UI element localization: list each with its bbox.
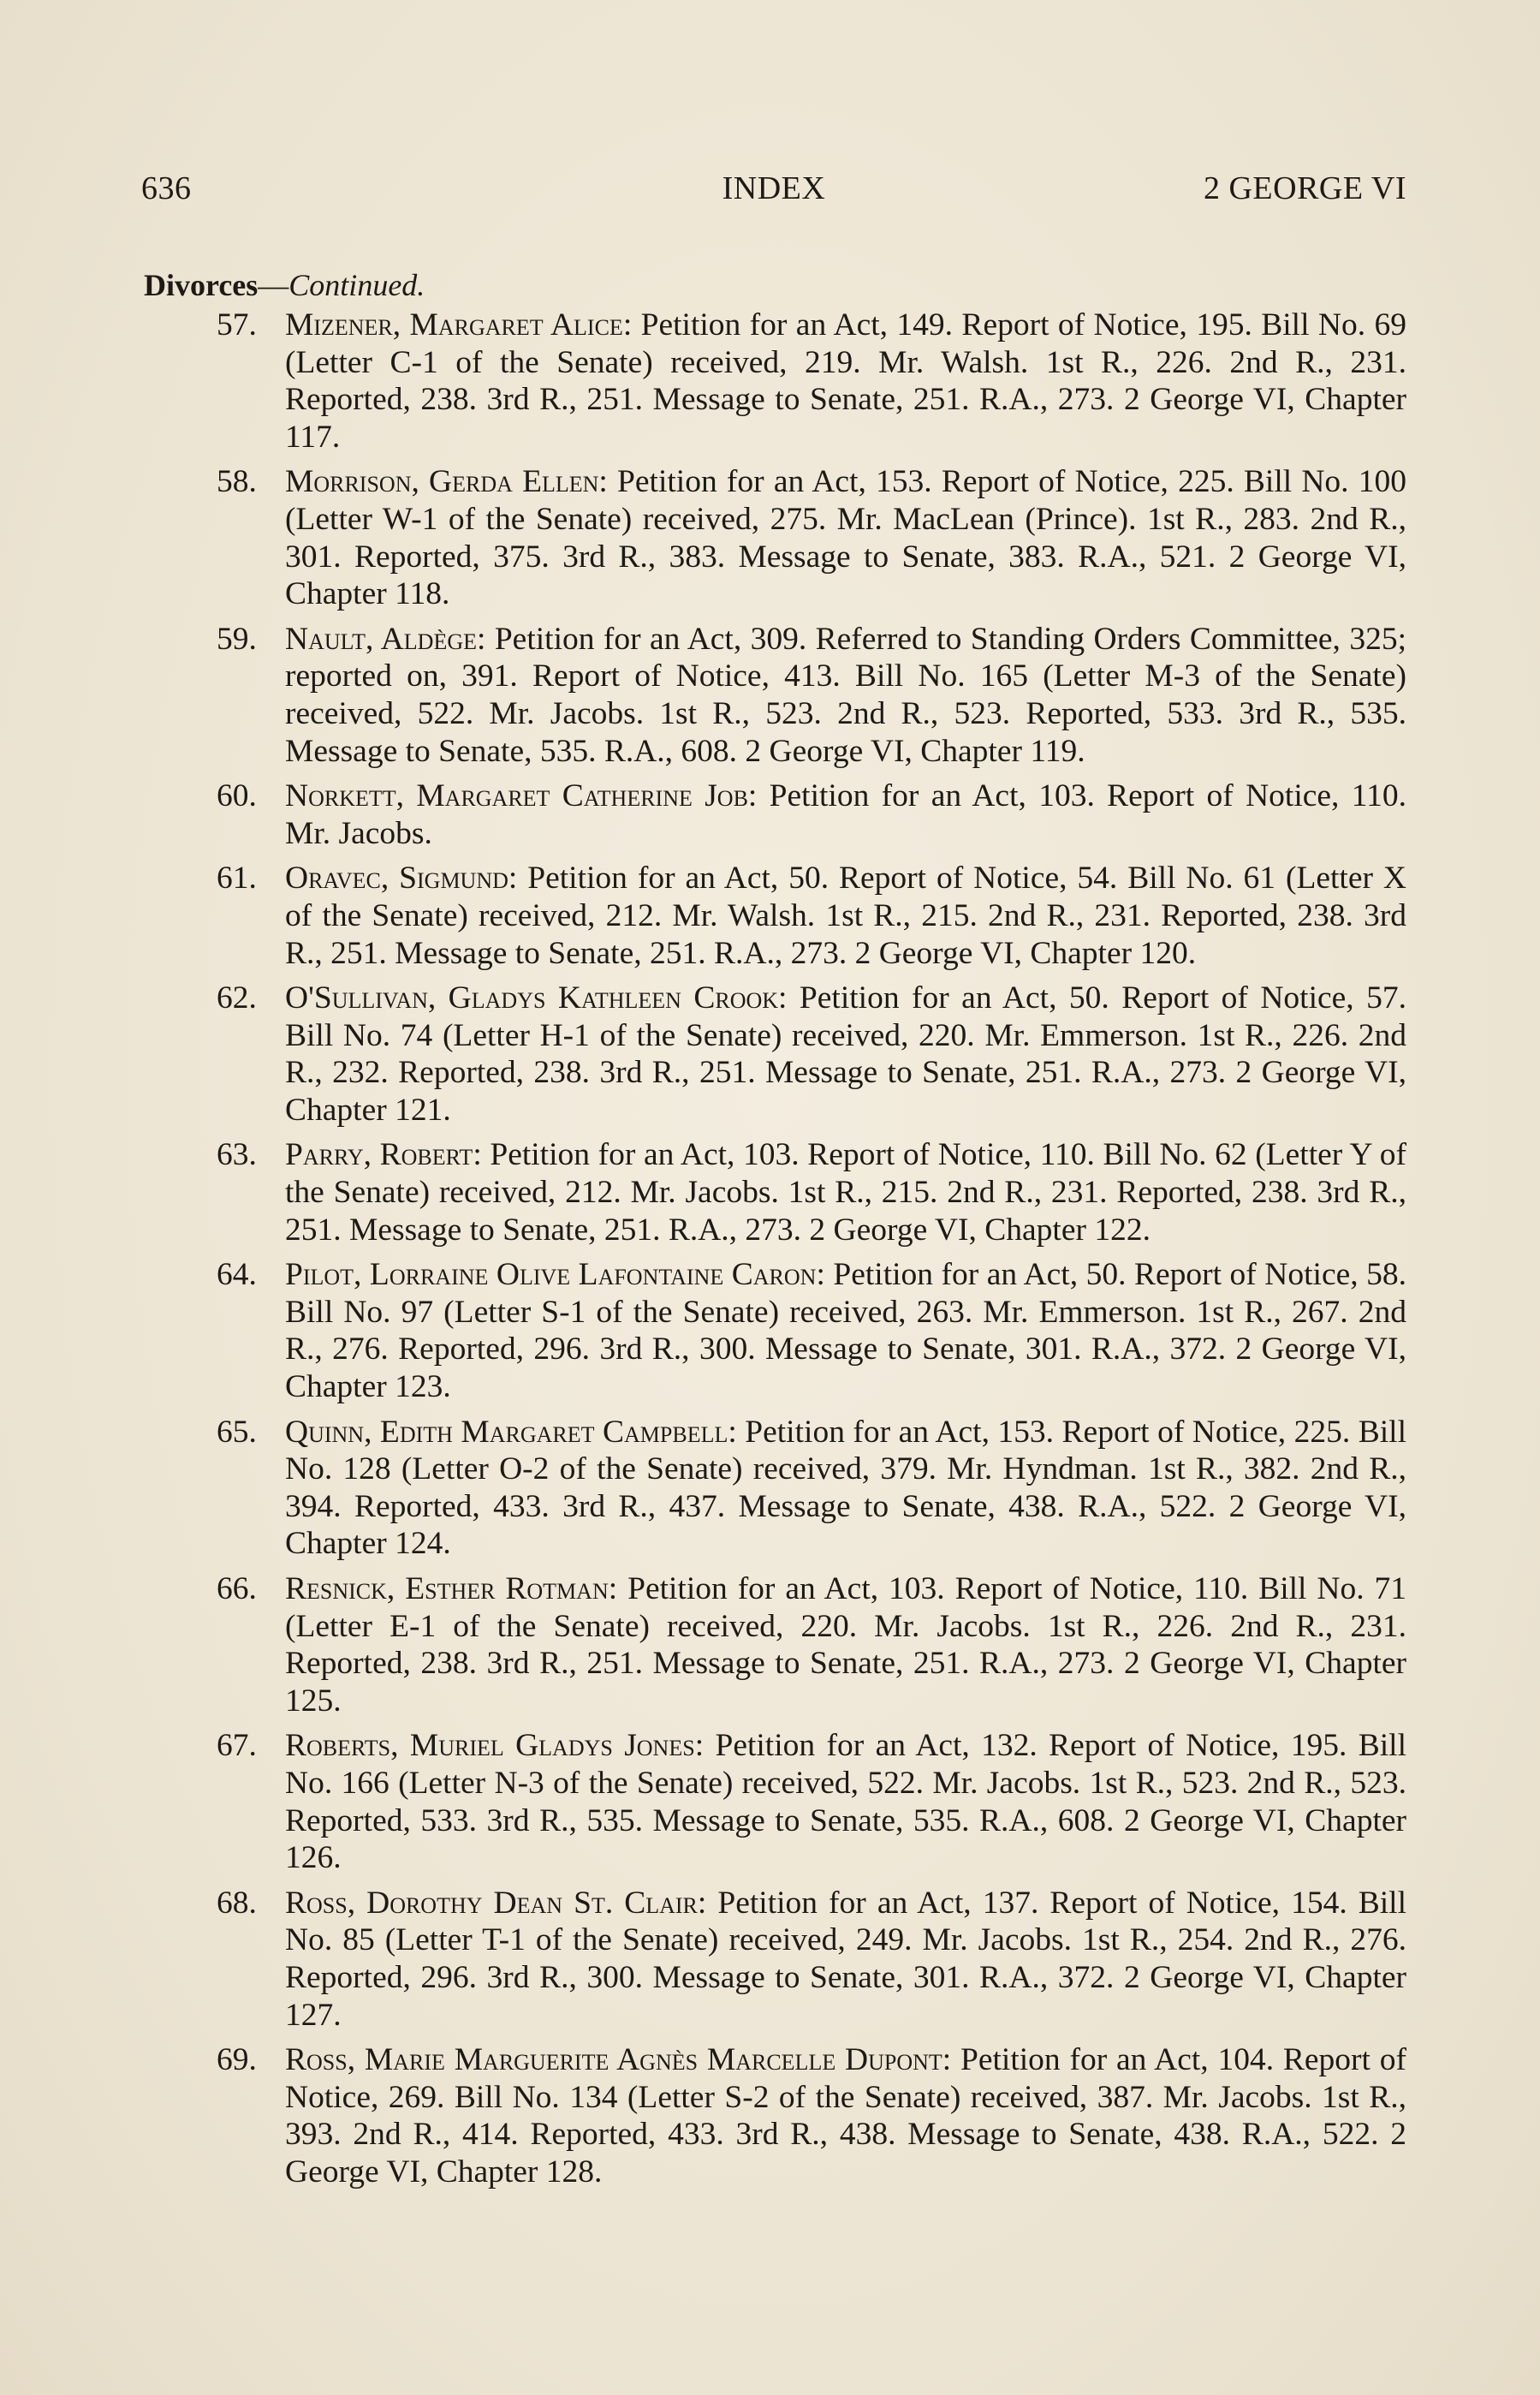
entry-colon: : xyxy=(608,1571,628,1606)
index-entry xyxy=(217,621,1406,770)
entry-name: Norkett, Margaret Catherine Job xyxy=(285,778,748,814)
entry-number: 65. xyxy=(217,1414,257,1450)
entry-number: 64. xyxy=(217,1257,257,1293)
entry-name: Oravec, Sigmund xyxy=(285,861,508,897)
index-entry xyxy=(217,1256,1406,1405)
page-number: 636 xyxy=(141,170,192,206)
entry-colon: : xyxy=(778,980,800,1016)
entry-colon: : xyxy=(622,307,641,343)
section-dash: — xyxy=(258,268,289,302)
entry-name: Resnick, Esther Rotman xyxy=(285,1571,609,1606)
entry-text: Petition for an Act, 309. Referred to Standing Orders Committee, 325; reported on, 391. Report of Notice, 413. Bill No. 165 (Letter M-3 of the Senate) received, 522. Mr. Jacobs. 1st R., 523. 2nd R., 523. Reported, 533. 3rd R., 535. Message to Senate, 535. R.A., 608. 2 George VI, Chapter 119. xyxy=(285,621,1406,769)
index-entry xyxy=(217,2041,1406,2190)
entry-number: 57. xyxy=(217,307,257,343)
entry-number: 67. xyxy=(217,1728,257,1764)
entry-name: Roberts, Muriel Gladys Jones xyxy=(285,1728,695,1764)
entry-number: 69. xyxy=(217,2042,257,2078)
entry-colon: : xyxy=(477,621,495,657)
entry-colon: : xyxy=(697,1885,718,1921)
entry-number: 63. xyxy=(217,1137,257,1173)
index-entry xyxy=(217,1727,1407,1876)
entry-name: Nault, Aldège xyxy=(285,621,477,657)
index-entry xyxy=(217,980,1406,1129)
entry-name: Morrison, Gerda Ellen xyxy=(285,464,599,500)
index-entry xyxy=(217,463,1406,612)
entry-colon: : xyxy=(694,1728,716,1764)
index-entry xyxy=(217,777,1406,852)
entry-text: Petition for an Act, 50. Report of Notice, 57. Bill No. 74 (Letter H-1 of the Senate) received, 220. Mr. Emmerson. 1st R., 226. 2nd R., 232. Reported, 238. 3rd R., 251. Message to Senate, 251. R.A., 273. 2 George VI, Chapter 121. xyxy=(285,980,1406,1128)
entry-text: Petition for an Act, 132. Report of Notice, 195. Bill No. 166 (Letter N-3 of the Senate) received, 522. Mr. Jacobs. 1st R., 523. 2nd R., 523. Reported, 533. 3rd R., 535. Message to Senate, 535. R.A., 608. 2 George VI, Chapter 126. xyxy=(285,1728,1407,1876)
header-title: INDEX xyxy=(722,170,826,206)
entry-colon: : xyxy=(747,778,770,814)
index-entry xyxy=(217,1570,1407,1719)
entry-text: Petition for an Act, 103. Report of Notice, 110. Bill No. 62 (Letter Y of the Senate) received, 212. Mr. Jacobs. 1st R., 215. 2nd R., 231. Reported, 238. 3rd R., 251. Message to Senate, 251. R.A., 273. 2 George VI, Chapter 122. xyxy=(285,1137,1406,1248)
entry-number: 60. xyxy=(217,778,257,814)
index-entry xyxy=(217,307,1406,456)
entry-name: Mizener, Margaret Alice xyxy=(285,307,623,343)
entry-number: 66. xyxy=(217,1571,257,1606)
entry-name: Pilot, Lorraine Olive Lafontaine Caron xyxy=(285,1257,817,1293)
entry-name: Quinn, Edith Margaret Campbell xyxy=(285,1414,728,1450)
entry-colon: : xyxy=(728,1414,746,1450)
entry-name: Parry, Robert xyxy=(285,1137,473,1173)
entry-name: O'Sullivan, Gladys Kathleen Crook xyxy=(285,980,779,1016)
index-entry xyxy=(217,1136,1406,1248)
entry-number: 59. xyxy=(217,621,257,657)
entry-colon: : xyxy=(508,861,528,897)
header-volume: 2 GEORGE VI xyxy=(1203,170,1406,206)
entry-colon: : xyxy=(942,2042,960,2078)
entry-text: Petition for an Act, 149. Report of Notice, 195. Bill No. 69 (Letter C-1 of the Senate) received, 219. Mr. Walsh. 1st R., 226. 2nd R., 231. Reported, 238. 3rd R., 251. Message to Senate, 251. R.A., 273. 2 George VI, Chapter 117. xyxy=(285,307,1406,455)
entry-text: Petition for an Act, 137. Report of Notice, 154. Bill No. 85 (Letter T-1 of the Senate) received, 249. Mr. Jacobs. 1st R., 254. 2nd R., 276. Reported, 296. 3rd R., 300. Message to Senate, 301. R.A., 372. 2 George VI, Chapter 127. xyxy=(285,1885,1406,2033)
entry-text: Petition for an Act, 153. Report of Notice, 225. Bill No. 100 (Letter W-1 of the Senate) received, 275. Mr. MacLean (Prince). 1st R., 283. 2nd R., 301. Reported, 375. 3rd R., 383. Message to Senate, 383. R.A., 521. 2 George VI, Chapter 118. xyxy=(285,464,1406,612)
section-title: Divorces xyxy=(144,268,259,302)
entry-number: 58. xyxy=(217,464,257,500)
section-continued: Continued. xyxy=(288,268,425,302)
entry-number: 61. xyxy=(217,861,257,897)
entry-text: Petition for an Act, 153. Report of Notice, 225. Bill No. 128 (Letter O-2 of the Senate) received, 379. Mr. Hyndman. 1st R., 382. 2nd R., 394. Reported, 433. 3rd R., 437. Message to Senate, 438. R.A., 522. 2 George VI, Chapter 124. xyxy=(285,1414,1406,1562)
index-entries xyxy=(0,307,1540,2199)
section-heading xyxy=(144,267,425,303)
entry-name: Ross, Dorothy Dean St. Clair xyxy=(285,1885,698,1921)
entry-name: Ross, Marie Marguerite Agnès Marcelle Dupont xyxy=(285,2042,942,2078)
entry-text: Petition for an Act, 50. Report of Notice, 58. Bill No. 97 (Letter S-1 of the Senate) received, 263. Mr. Emmerson. 1st R., 267. 2nd R., 276. Reported, 296. 3rd R., 300. Message to Senate, 301. R.A., 372. 2 George VI, Chapter 123. xyxy=(285,1257,1406,1405)
entry-colon: : xyxy=(598,464,618,500)
entry-colon: : xyxy=(816,1257,834,1293)
entry-text: Petition for an Act, 103. Report of Notice, 110. Mr. Jacobs. xyxy=(285,778,1406,851)
entry-number: 68. xyxy=(217,1885,257,1921)
entry-text: Petition for an Act, 50. Report of Notice, 54. Bill No. 61 (Letter X of the Senate) received, 212. Mr. Walsh. 1st R., 215. 2nd R., 231. Reported, 238. 3rd R., 251. Message to Senate, 251. R.A., 273. 2 George VI, Chapter 120. xyxy=(285,861,1406,971)
index-entry xyxy=(217,1885,1406,2034)
entry-colon: : xyxy=(473,1137,491,1173)
entry-text: Petition for an Act, 104. Report of Notice, 269. Bill No. 134 (Letter S-2 of the Senate) received, 387. Mr. Jacobs. 1st R., 393. 2nd R., 414. Reported, 433. 3rd R., 438. Message to Senate, 438. R.A., 522. 2 George VI, Chapter 128. xyxy=(285,2042,1406,2189)
running-header xyxy=(141,170,1406,212)
index-entry xyxy=(217,860,1406,972)
entry-number: 62. xyxy=(217,980,257,1016)
entry-text: Petition for an Act, 103. Report of Notice, 110. Bill No. 71 (Letter E-1 of the Senate) received, 220. Mr. Jacobs. 1st R., 226. 2nd R., 231. Reported, 238. 3rd R., 251. Message to Senate, 251. R.A., 273. 2 George VI, Chapter 125. xyxy=(285,1571,1407,1719)
index-entry xyxy=(217,1414,1406,1563)
